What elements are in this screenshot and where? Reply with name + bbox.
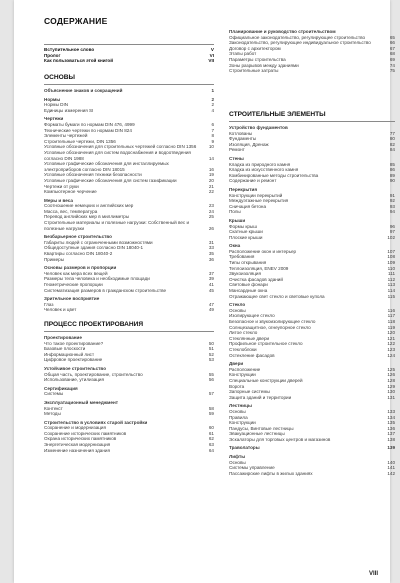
toc-entry-page: 35 bbox=[208, 251, 214, 257]
toc-entry-text: Изоляция, Дренаж bbox=[229, 141, 269, 147]
toc-group-title bbox=[44, 88, 214, 94]
toc-group bbox=[229, 403, 395, 442]
toc-entry-page: 94 bbox=[389, 209, 395, 215]
toc-group-title-text: Эксплуатационный менеджмент bbox=[44, 399, 119, 405]
toc-group-title-text: Окна bbox=[229, 243, 241, 249]
toc-entry-text: Скатные крыши bbox=[229, 229, 263, 235]
toc-entry-page: 51 bbox=[208, 346, 214, 352]
toc-group bbox=[229, 454, 395, 476]
toc-entry-text: Нормы DIN bbox=[44, 102, 69, 108]
toc-entry-text: Геометрические пропорции bbox=[44, 282, 103, 287]
toc-group bbox=[44, 88, 214, 94]
toc-entry-page: 25 bbox=[208, 214, 214, 220]
toc-entry-page: 21 bbox=[208, 183, 214, 189]
toc-group bbox=[229, 156, 395, 184]
toc-group bbox=[229, 445, 395, 451]
toc-entry bbox=[229, 68, 395, 74]
toc-group-title-text: Лестницы bbox=[229, 403, 252, 409]
toc-entry-page: 16 bbox=[208, 166, 214, 172]
toc-group-title-text: Объяснение знаков и сокращений bbox=[44, 88, 123, 93]
toc-entry bbox=[229, 235, 395, 241]
toc-entry-page: VII bbox=[208, 58, 214, 64]
toc-group bbox=[44, 198, 214, 232]
toc-entry-page: 86 bbox=[389, 167, 395, 173]
toc-entry-text: Человек как мера всех вещей bbox=[44, 270, 108, 276]
toc-entry-page: 93 bbox=[389, 203, 395, 209]
toc-group-title-text: Крыши bbox=[229, 217, 246, 223]
toc-entry-page: 140 bbox=[387, 459, 395, 465]
toc-entry-page: 62 bbox=[208, 436, 214, 442]
toc-entry-page: 90 bbox=[389, 178, 395, 184]
toc-entry-page: 121 bbox=[387, 335, 395, 341]
toc-entry bbox=[44, 257, 214, 263]
toc-entry-text: Условные обозначения для строительных чертежей согласно DIN 1356 bbox=[44, 144, 197, 150]
toc-group-title-text: Зрительное восприятие bbox=[44, 296, 100, 302]
toc-entry-text: Литое стекло bbox=[229, 330, 258, 336]
section-title: СТРОИТЕЛЬНЫЕ ЭЛЕМЕНТЫ bbox=[229, 111, 326, 118]
toc-entry-page: 10 bbox=[208, 144, 214, 150]
toc-entry bbox=[44, 307, 214, 313]
toc-entry-text: Формы крыш bbox=[229, 223, 257, 229]
toc-entry-page: 114 bbox=[387, 288, 395, 294]
toc-entry-page: 134 bbox=[387, 414, 395, 420]
toc-group bbox=[44, 116, 214, 194]
toc-entry-text: Компьютерное черчение bbox=[44, 189, 97, 195]
toc-entry bbox=[44, 357, 214, 363]
toc-group-page: 2 bbox=[211, 96, 214, 102]
toc-group bbox=[44, 366, 214, 383]
toc-entry-page: 85 bbox=[389, 161, 395, 167]
toc-entry bbox=[229, 353, 395, 359]
toc-entry-page: 97 bbox=[389, 229, 395, 235]
section-title: ПРОЦЕСС ПРОЕКТИРОВАНИЯ bbox=[44, 320, 144, 328]
toc-entry-text: Отражающее свет стекло и световые купола bbox=[229, 293, 325, 299]
toc-entry-page: 126 bbox=[387, 372, 395, 378]
toc-entry bbox=[229, 437, 395, 443]
toc-entry-page: 59 bbox=[208, 411, 214, 417]
front-rule bbox=[44, 44, 214, 45]
toc-entry-text: Запорные системы bbox=[229, 389, 270, 395]
toc-entry-page: 129 bbox=[387, 383, 395, 389]
toc-entry-text: Масса, вес, температура bbox=[44, 208, 98, 214]
toc-entry-text: Сохранение и модернизация bbox=[44, 425, 106, 431]
toc-group bbox=[229, 125, 395, 153]
book-page bbox=[14, 0, 395, 583]
toc-entry-text: Междуэтажные перекрытия bbox=[229, 198, 289, 204]
toc-entry-page: 84 bbox=[389, 147, 395, 153]
toc-entry-page: 65 bbox=[389, 34, 395, 40]
toc-entry-text: Конструкции bbox=[229, 372, 256, 378]
toc-entry bbox=[44, 391, 214, 397]
toc-entry-page: 2 bbox=[211, 102, 214, 108]
toc-entry-text: Условные графические обозначения для систем газификации bbox=[44, 177, 177, 183]
toc-entry-page: 39 bbox=[208, 276, 214, 282]
toc-group-title-text: Основы размеров и пропорции bbox=[44, 265, 117, 271]
toc-entry-page: 68 bbox=[389, 51, 395, 57]
toc-entry-page: 112 bbox=[387, 276, 395, 282]
toc-entry-page: 142 bbox=[387, 470, 395, 476]
toc-entry-text: Цифровое проектирование bbox=[44, 357, 103, 363]
toc-group bbox=[44, 386, 214, 397]
toc-entry-page: V bbox=[210, 47, 214, 52]
toc-entry-text: Стеклоблоки bbox=[229, 346, 257, 352]
toc-group bbox=[229, 29, 395, 74]
toc-entry-text: Строительные затраты bbox=[229, 68, 279, 74]
toc-entry-page: 122 bbox=[387, 341, 395, 347]
toc-entry-page: 80 bbox=[389, 136, 395, 142]
toc-entry-page: 136 bbox=[387, 425, 395, 431]
toc-group-title-text: Чертежи bbox=[44, 116, 64, 122]
toc-group-title-text: Перекрытия bbox=[229, 186, 257, 192]
toc-entry-page: 41 bbox=[208, 282, 214, 287]
toc-entry-page: 33 bbox=[208, 245, 214, 251]
toc-entry-text: Использование, утилизация bbox=[44, 377, 104, 383]
toc-entry-text: Соотношение немецких и английских мер bbox=[44, 203, 134, 209]
toc-entry bbox=[44, 288, 214, 294]
toc-entry-page: 124 bbox=[387, 352, 395, 358]
toc-entry-text: Перевод английских мер в миллиметры bbox=[44, 214, 130, 220]
toc-entry-text: Расположение bbox=[229, 366, 261, 372]
toc-entry-page: 77 bbox=[389, 130, 395, 136]
toc-group bbox=[44, 234, 214, 262]
toc-entry-page: 23 bbox=[208, 203, 214, 209]
toc-entry-page: 130 bbox=[387, 389, 395, 395]
toc-group bbox=[44, 296, 214, 313]
toc-entry-page: 138 bbox=[387, 436, 395, 442]
toc-group-title-text: Устройство фундаментов bbox=[229, 125, 288, 130]
toc-entry-page: 128 bbox=[387, 377, 395, 383]
toc-group-title-text: Проектирование bbox=[44, 334, 82, 340]
toc-group-title-text: Планирование и руководство строительством bbox=[229, 29, 336, 34]
toc-entry-page: 9 bbox=[211, 138, 214, 144]
toc-entry-text: Условные графические обозначения для инсталлируемых электроприборов согласно DIN 18015 bbox=[44, 161, 169, 172]
toc-entry-page: 67 bbox=[389, 45, 395, 51]
toc-entry-text: Солнцезащитное, огнеупорное стекло bbox=[229, 324, 311, 330]
toc-entry-text: Конструкции bbox=[229, 420, 256, 426]
toc-entry-text: Изменение назначения здания bbox=[44, 447, 110, 453]
toc-entry-text: Этапы работ bbox=[229, 51, 257, 57]
toc-entry-text: Специальные конструкции дверей bbox=[229, 377, 303, 383]
toc-group bbox=[229, 302, 395, 358]
toc-entry bbox=[44, 150, 214, 161]
toc-entry bbox=[44, 220, 214, 231]
toc-group-title-text: Стекло bbox=[229, 302, 246, 308]
toc-entry-page: 119 bbox=[387, 324, 395, 330]
toc-entry-text: Очистка фасадов зданий bbox=[229, 276, 283, 282]
toc-entry-page: 8 bbox=[211, 133, 214, 139]
toc-entry bbox=[229, 395, 395, 401]
toc-entry-page: 6 bbox=[211, 121, 214, 127]
page-title: СОДЕРЖАНИЕ bbox=[44, 16, 108, 26]
toc-entry-text: Изолирующее стекло bbox=[229, 313, 275, 319]
toc-entry-text: Теплоизоляция, ENEV 2009 bbox=[229, 265, 289, 271]
toc-entry-text: Комбинированные методы строительства bbox=[229, 172, 319, 178]
toc-entry-page: 116 bbox=[387, 307, 395, 313]
toc-entry-text: Типы открывания bbox=[229, 260, 267, 266]
toc-entry-text: Технические чертежи по нормам DIN 824 bbox=[44, 127, 132, 133]
toc-group bbox=[44, 400, 214, 417]
toc-entry-page: 60 bbox=[208, 425, 214, 431]
toc-entry-text: Эвакуационные лестницы bbox=[229, 431, 285, 437]
toc-entry bbox=[229, 147, 395, 153]
front-matter-list bbox=[44, 44, 214, 64]
toc-entry-page: 37 bbox=[208, 270, 214, 276]
right-section bbox=[229, 111, 395, 476]
toc-group bbox=[229, 187, 395, 215]
toc-entry-page: 26 bbox=[208, 225, 214, 231]
toc-entry-text: Профильное строительное стекло bbox=[229, 341, 303, 347]
toc-group bbox=[44, 265, 214, 293]
toc-entry-text: Глаз bbox=[44, 301, 54, 307]
page-number: VIII bbox=[368, 571, 378, 577]
toc-entry-text: Информационный лист bbox=[44, 351, 95, 357]
toc-entry-page: 69 bbox=[389, 56, 395, 62]
toc-entry-text: Безопасное и звукоизолирующее стекло bbox=[229, 319, 316, 324]
toc-entry-page: 75 bbox=[389, 68, 395, 74]
toc-entry-page: 115 bbox=[387, 293, 395, 299]
toc-entry-page: 117 bbox=[387, 313, 395, 319]
toc-entry-page: 24 bbox=[208, 208, 214, 214]
toc-entry-page: 92 bbox=[389, 198, 395, 204]
toc-entry-text: Сохранение исторических памятников bbox=[44, 430, 127, 436]
toc-entry-text: Общая часть, проектирование, строительство bbox=[44, 371, 143, 377]
toc-entry-page: 56 bbox=[208, 377, 214, 383]
toc-entry-page: 110 bbox=[387, 265, 395, 271]
toc-entry-text: Контекст bbox=[44, 405, 63, 411]
toc-entry-page: 50 bbox=[208, 340, 214, 346]
toc-entry-text: Форматы бумаги по нормам DIN 476, 4999 bbox=[44, 121, 135, 127]
toc-entry-page: 64 bbox=[208, 447, 214, 453]
toc-entry bbox=[229, 471, 395, 477]
toc-entry bbox=[229, 178, 395, 184]
toc-entry-page: 82 bbox=[389, 141, 395, 147]
section-rule bbox=[229, 121, 395, 122]
toc-entry-text: Официальное законодательство, регулирующее строительство bbox=[229, 34, 366, 40]
toc-group bbox=[44, 335, 214, 363]
section-rule bbox=[44, 331, 214, 332]
toc-entry-page: 49 bbox=[208, 307, 214, 313]
toc-entry-text: Основы bbox=[229, 307, 246, 313]
toc-entry-page: 63 bbox=[208, 442, 214, 448]
toc-group-page: 139 bbox=[387, 445, 395, 451]
toc-entry-page: 36 bbox=[208, 256, 214, 262]
toc-entry-page: 120 bbox=[387, 330, 395, 336]
left-sections bbox=[44, 74, 214, 453]
toc-entry-text: Строительные материалы и полезные нагрузки: Собственный вес и полезные нагрузки bbox=[44, 220, 190, 231]
toc-entry-page: 61 bbox=[208, 430, 214, 436]
toc-entry-page: 108 bbox=[387, 254, 395, 260]
toc-entry-text: Котлованы bbox=[229, 130, 253, 136]
toc-entry-page: 4 bbox=[211, 107, 214, 113]
toc-entry-text: Квартиры согласно DIN 18040-2 bbox=[44, 251, 113, 257]
toc-entry-text: Содержание и ремонт bbox=[229, 178, 277, 184]
toc-entry-text: Кладка из искусственного камня bbox=[229, 167, 299, 173]
toc-entry-text: Пассажирские лифты в жилых зданиях bbox=[229, 470, 313, 476]
toc-group-title-text: Сертификация bbox=[44, 385, 78, 391]
toc-group-title-text: Траволаторы bbox=[229, 445, 260, 451]
toc-entry-page: 74 bbox=[389, 62, 395, 68]
toc-entry-text: Системы управление bbox=[229, 465, 275, 471]
toc-entry-text: Ремонт bbox=[229, 147, 245, 153]
toc-entry-text: Габариты людей с ограниченными возможностями bbox=[44, 239, 153, 245]
toc-group-title-text: Строительство в условиях старой застройки bbox=[44, 419, 148, 425]
toc-entry-text: Чертежи от руки bbox=[44, 183, 79, 189]
toc-group bbox=[229, 218, 395, 240]
toc-entry bbox=[44, 189, 214, 195]
toc-entry-page: 58 bbox=[208, 405, 214, 411]
toc-group bbox=[44, 420, 214, 454]
toc-entry-page: 113 bbox=[387, 282, 395, 288]
toc-entry-text: Конструкции перекрытий bbox=[229, 192, 283, 198]
toc-entry-text: Условные обозначения техники безопасности bbox=[44, 172, 142, 178]
toc-entry-page: 141 bbox=[387, 465, 395, 471]
toc-entry-text: Охрана исторических памятников bbox=[44, 436, 117, 442]
toc-entry-text: Элементы чертежей bbox=[44, 133, 88, 139]
toc-entry-text: Пандусы, Винтовые лестницы bbox=[229, 425, 294, 431]
toc-entry-page: 52 bbox=[208, 351, 214, 357]
toc-entry-text: Примеры bbox=[44, 256, 64, 262]
toc-entry-text: Зоны разрывов между зданиями bbox=[229, 62, 299, 68]
toc-entry-text: Эскалаторы для торговых центров и магазинов bbox=[229, 436, 331, 442]
toc-entry-page: 19 bbox=[208, 172, 214, 178]
toc-entry-text: Мансардные окна bbox=[229, 288, 268, 294]
toc-entry-text: Как пользоваться этой книгой bbox=[44, 58, 114, 64]
toc-entry-page: 22 bbox=[208, 189, 214, 195]
toc-group-title-text: Лифты bbox=[229, 454, 246, 460]
toc-entry bbox=[44, 161, 214, 172]
toc-entry-page: 91 bbox=[389, 192, 395, 198]
toc-entry-text: Единицы измерения SI bbox=[44, 107, 94, 113]
section-title: ОСНОВЫ bbox=[44, 74, 75, 81]
toc-entry-text: Строительные чертежи, DIN 1356 bbox=[44, 138, 116, 144]
toc-group-title-text: Меры и веса bbox=[44, 197, 73, 203]
toc-entry-text: Плоские крыши bbox=[229, 234, 263, 240]
toc-entry bbox=[229, 209, 395, 215]
toc-group-page: 1 bbox=[211, 88, 214, 93]
toc-entry bbox=[44, 58, 214, 64]
toc-entry-text: Стеклянные двери bbox=[229, 335, 270, 341]
toc-entry-text: Правила bbox=[229, 414, 248, 420]
toc-entry-text: Основы bbox=[229, 408, 246, 414]
toc-entry-page: 118 bbox=[387, 319, 395, 324]
toc-entry-text: Что такое проектирование? bbox=[44, 340, 104, 346]
toc-group-title-text: Безбарьерное строительство bbox=[44, 234, 112, 240]
toc-entry-text: Требования bbox=[229, 254, 255, 260]
toc-group bbox=[44, 97, 214, 114]
toc-group-title-text: Устойчивое строительство bbox=[44, 365, 106, 371]
toc-entry-text: Человек и цвет bbox=[44, 307, 77, 313]
toc-entry-text: Основы bbox=[229, 459, 246, 465]
toc-entry-page: 135 bbox=[387, 420, 395, 426]
toc-entry-page: 109 bbox=[387, 260, 395, 266]
toc-entry-page: 137 bbox=[387, 431, 395, 437]
toc-group bbox=[229, 361, 395, 400]
toc-entry-page: 20 bbox=[208, 177, 214, 183]
toc-entry-text: Систематизация размеров в гражданском строительстве bbox=[44, 287, 167, 293]
toc-entry-page: 47 bbox=[208, 301, 214, 307]
toc-entry-text: Договор с архитектором bbox=[229, 45, 281, 51]
toc-entry bbox=[44, 411, 214, 417]
toc-entry-page: 31 bbox=[208, 239, 214, 245]
toc-entry-page: 66 bbox=[389, 40, 395, 46]
toc-entry-text: Условные обозначения для систем водоснабжения и водоотведения согласно DIN 1988 bbox=[44, 149, 191, 161]
toc-entry-page: 53 bbox=[208, 357, 214, 363]
toc-entry-text: Расположение окон и интерьер bbox=[229, 248, 297, 254]
toc-entry-text: Параметры строительства bbox=[229, 56, 286, 62]
toc-entry-text: Базовые плоскости bbox=[44, 346, 86, 352]
toc-entry-text: Световые фонари bbox=[229, 282, 268, 288]
toc-entry-text: Фундаменты bbox=[229, 136, 257, 142]
toc-entry-text: Общедоступные здания согласно DIN 18040-1 bbox=[44, 245, 144, 251]
toc-entry-page: VI bbox=[209, 52, 214, 58]
toc-entry-text: Сничация бетона bbox=[229, 203, 267, 209]
toc-entry-text: Системы bbox=[44, 391, 64, 397]
toc-entry-text: Защита зданий и территории bbox=[229, 394, 292, 400]
toc-entry-page: 55 bbox=[208, 371, 214, 377]
toc-entry-text: Энергетическая модернизация bbox=[44, 442, 111, 448]
toc-entry bbox=[44, 377, 214, 383]
toc-entry-page: 133 bbox=[387, 408, 395, 414]
toc-entry-text: Ворота bbox=[229, 383, 245, 389]
toc-entry-page: 45 bbox=[208, 287, 214, 293]
section-rule bbox=[44, 84, 214, 85]
toc-entry bbox=[44, 448, 214, 454]
toc-entry-text: Звукоизоляция bbox=[229, 271, 261, 277]
toc-group-title-text: Двери bbox=[229, 361, 244, 367]
toc-entry-page: 125 bbox=[387, 366, 395, 372]
toc-entry-text: Пролог bbox=[44, 52, 61, 58]
toc-entry-page: 131 bbox=[387, 394, 395, 400]
toc-entry-text: Кладка из природного камня bbox=[229, 161, 291, 167]
toc-group-title-text: Нормы bbox=[44, 96, 61, 102]
toc-entry-text: Остекление фасадов bbox=[229, 352, 275, 358]
toc-entry-page: 102 bbox=[387, 234, 395, 240]
toc-entry-page: 7 bbox=[211, 127, 214, 133]
toc-entry-page: 107 bbox=[387, 248, 395, 254]
toc-entry bbox=[44, 108, 214, 114]
toc-entry-page: 14 bbox=[208, 155, 214, 161]
toc-entry-text: Вступительное слово bbox=[44, 47, 95, 52]
toc-entry-page: 123 bbox=[387, 346, 395, 352]
toc-group-title-text: Стены bbox=[229, 155, 244, 161]
toc-entry-text: Полы bbox=[229, 209, 241, 215]
toc-entry bbox=[229, 294, 395, 300]
toc-entry-text: Законодательство, регулирующее индивидуальное строительство bbox=[229, 40, 371, 46]
toc-entry-page: 89 bbox=[389, 172, 395, 178]
toc-entry-page: 96 bbox=[389, 223, 395, 229]
toc-group-title bbox=[229, 445, 395, 451]
toc-entry-page: 111 bbox=[388, 271, 395, 277]
toc-entry-page: 57 bbox=[208, 391, 214, 397]
toc-group bbox=[229, 243, 395, 299]
toc-entry-text: Размеры тела человека и необходимые площади bbox=[44, 276, 150, 282]
toc-entry-text: Методы bbox=[44, 411, 61, 417]
right-top-groups bbox=[229, 26, 395, 74]
